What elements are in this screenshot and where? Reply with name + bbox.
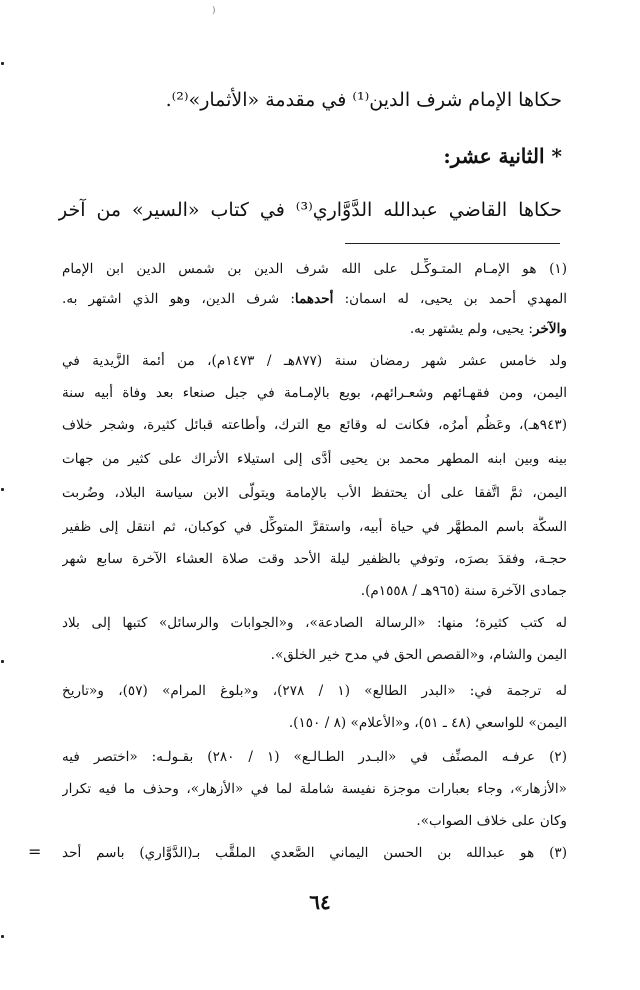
page-number: ٦٤ — [309, 890, 331, 914]
footnote-line: والآخر: يحيى، ولم يشتهر به. — [409, 321, 567, 337]
footnote-line: (٢) عرفـه المصنِّف في «البـدر الطـالـع» (١ / ٢٨٠) بقـولـه: «اختصر فيه — [62, 749, 567, 765]
footnote-line: اليمن والشام، و«القصص الحق في مدح خير الخلق». — [270, 647, 567, 663]
footnote-line: (٣) هو عبدالله بن الحسن اليماني الصَّعدي الملقَّب بـ(الدَّوَّاري) باسم أحد — [62, 845, 567, 861]
footnote-line: له كتب كثيرة؛ منها: «الرسالة الصادعة»، و«الجوابات والرسائل» كتبها إلى بلاد — [62, 615, 567, 631]
footnote-line: اليمن، ومن فقهـائهم وشعـرائهم، بويع بالإمـامة في جبل صنعاء بعد وفاة أبيه سنة — [62, 385, 567, 401]
footnote-line: (٩٤٣هـ)، وعَظُم أمرُه، فكانت له وقائع مع الترك، وأطاعته قبائل كثيرة، وشجر خلاف — [62, 417, 567, 433]
footnote-line: حجـة، وفقدَ بصرَه، وتوفي بالظفير ليلة الأحد وقت صلاة العشاء الآخرة سابع شهر — [62, 551, 567, 567]
footnote-line: له ترجمة في: «البدر الطالع» (١ / ٢٧٨)، و«بلوغ المرام» (٥٧)، و«تاريخ — [62, 683, 567, 699]
footnote-line: «الأزهار»، وجاء بعبارات موجزة نفيسة شاملة لما في «الأزهار»، وحذف ما فيه تكرار — [62, 781, 567, 797]
footnote-line: اليمن، ثمَّ اتَّفقا على أن يحتفظ الأب بالإمامة ويتولَّى الابن سياسة البلاد، وضُربت — [62, 485, 567, 501]
continuation-mark: = — [28, 842, 42, 861]
footnote-line: اليمن» للواسعي (٤٨ ـ ٥١)، و«الأعلام» (٨ / ١٥٠). — [288, 715, 567, 731]
top-mark: ) — [212, 6, 216, 16]
footnote-line: جمادى الآخرة سنة (٩٦٥هـ / ١٥٥٨م). — [360, 583, 567, 599]
main-line-1: حكاها الإمام شرف الدين⁽¹⁾ في مقدمة «الأثمار»⁽²⁾. — [165, 89, 562, 111]
footnote-separator — [345, 243, 560, 244]
margin-mark — [1, 488, 4, 491]
footnote-line: السكَّة باسم المطهَّر في حياة أبيه، واستقرَّ المتوكِّل في كوكبان، ثم انتقل إلى ظفير — [62, 519, 567, 535]
margin-mark — [1, 660, 4, 663]
main-line-3: حكاها القاضي عبدالله الدَّوَّاري⁽³⁾ في كتاب «السير» من آخر — [58, 199, 562, 221]
footnote-line: ولد خامس عشر شهر رمضان سنة (٨٧٧هـ / ١٤٧٣م)، من أئمة الزَّيدية في — [62, 353, 567, 369]
footnote-line: وكان على خلاف الصواب». — [416, 813, 567, 829]
margin-mark — [1, 935, 4, 938]
footnote-line: المهدي أحمد بن يحيى، له اسمان: أحدهما: شرف الدين، وهو الذي اشتهر به. — [62, 291, 567, 307]
footnote-line: (١) هو الإمـام المتـوكِّـل على الله شرف الدين بن شمس الدين ابن الإمام — [62, 261, 567, 277]
footnote-line: بينه وبين ابنه المطهر محمد بن يحيى أدَّى إلى استيلاء الأتراك على كثير من جهات — [62, 451, 567, 467]
margin-mark — [1, 62, 4, 65]
section-heading: * الثانية عشر: — [443, 144, 562, 168]
